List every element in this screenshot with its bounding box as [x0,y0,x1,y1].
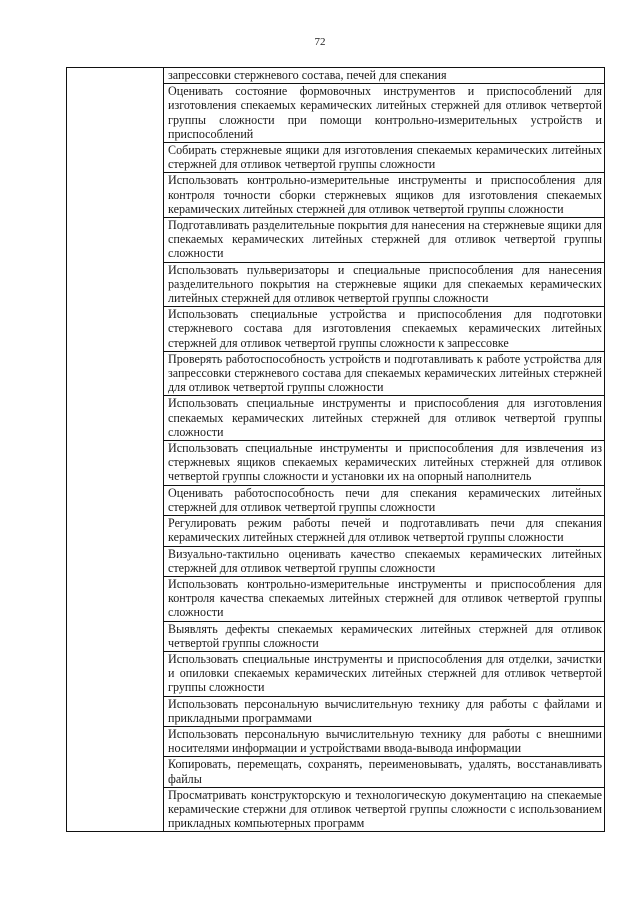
skill-text: Копировать, перемещать, сохранять, переименовывать, удалять, восстанавливать файлы [168,757,602,786]
table-row [67,68,605,84]
skills-table-body [67,68,605,832]
skill-cell [164,485,605,515]
skill-text: Использовать специальные устройства и приспособления для подготовки стержневого состава для изготовления спекаемых керамических литейных стержней для отливок четвертой группы сложности к запрессовке [168,307,602,350]
skill-text: Использовать специальные инструменты и приспособления для извлечения из стержневых ящиков спекаемых керамических литейных стержней для отливок четвертой группы сложности и установки их на опорный наполнитель [168,441,602,484]
skill-cell [164,621,605,651]
skill-text: Использовать контрольно-измерительные инструменты и приспособления для контроля качества спекаемых литейных стержней для отливок четвертой группы сложности [168,576,602,620]
skill-text: Использовать пульверизаторы и специальные приспособления для нанесения разделительного покрытия на стержневые ящики для спекаемых керамических литейных стержней для отливок четвертой группы сложности [168,262,602,306]
skill-text: Визуально-тактильно оценивать качество спекаемых керамических литейных стержней для отливок четвертой группы сложности [168,546,602,575]
left-column-cell [67,68,164,832]
skill-cell [164,441,605,486]
skill-cell [164,757,605,787]
skill-text: Оценивать работоспособность печи для спекания керамических литейных стержней для отливок четвертой группы сложности [168,485,602,514]
skill-cell [164,516,605,546]
skill-text: Собирать стержневые ящики для изготовления спекаемых керамических литейных стержней для отливок четвертой группы сложности [168,143,602,172]
skill-text: Использовать персональную вычислительную технику для работы с файлами и прикладными программами [168,696,602,725]
skill-text: Использовать персональную вычислительную технику для работы с внешними носителями информации и устройствами ввода-вывода информации [168,726,602,756]
skill-text: Оценивать состояние формовочных инструментов и приспособлений для изготовления спекаемых керамических литейных стержней для отливок четвертой группы сложности при помощи контрольно-измерительных устройств и приспособлений [168,84,602,141]
skill-cell [164,696,605,726]
skill-cell [164,143,605,173]
skill-cell [164,351,605,396]
skill-text: Регулировать режим работы печей и подготавливать печи для спекания керамических литейных стержней для отливок четвертой группы сложности [168,516,602,545]
skill-text: Проверять работоспособность устройств и подготавливать к работе устройства для запрессовки стержневого состава для спекаемых керамических литейных стержней для отливок четвертой группы сложности [168,351,602,395]
skill-cell [164,262,605,307]
skill-cell [164,787,605,832]
skill-cell [164,218,605,263]
skill-text: Выявлять дефекты спекаемых керамических литейных стержней для отливок четвертой группы сложности [168,621,602,650]
page-number: 72 [314,36,326,48]
skill-text: Использовать контрольно-измерительные инструменты и приспособления для контроля точности сборки стержневых ящиков для изготовления спекаемых керамических литейных стержней для отливок четвертой группы сложности [168,173,602,216]
skills-table [66,67,605,832]
skill-cell [164,576,605,621]
skill-cell [164,68,605,84]
skill-cell [164,84,605,143]
skill-cell [164,307,605,352]
skill-text: Использовать специальные инструменты и приспособления для изготовления спекаемых керамических литейных стержней для отливок четвертой группы сложности [168,396,602,439]
skill-cell [164,396,605,441]
skill-text: Использовать специальные инструменты и приспособления для отделки, зачистки и опиловки спекаемых керамических литейных стержней для отливок четвертой группы сложности [168,651,602,695]
skill-cell [164,651,605,696]
skill-cell [164,173,605,218]
skill-cell [164,546,605,576]
skill-cell [164,726,605,756]
skill-text: Просматривать конструкторскую и технологическую документацию на спекаемые керамические стержни для отливок четвертой группы сложности с использованием прикладных компьютерных программ [168,787,602,831]
skill-text: запрессовки стержневого состава, печей для спекания [168,68,447,82]
skill-text: Подготавливать разделительные покрытия для нанесения на стержневые ящики для спекаемых керамических литейных стержней для отливок четвертой группы сложности [168,218,602,261]
